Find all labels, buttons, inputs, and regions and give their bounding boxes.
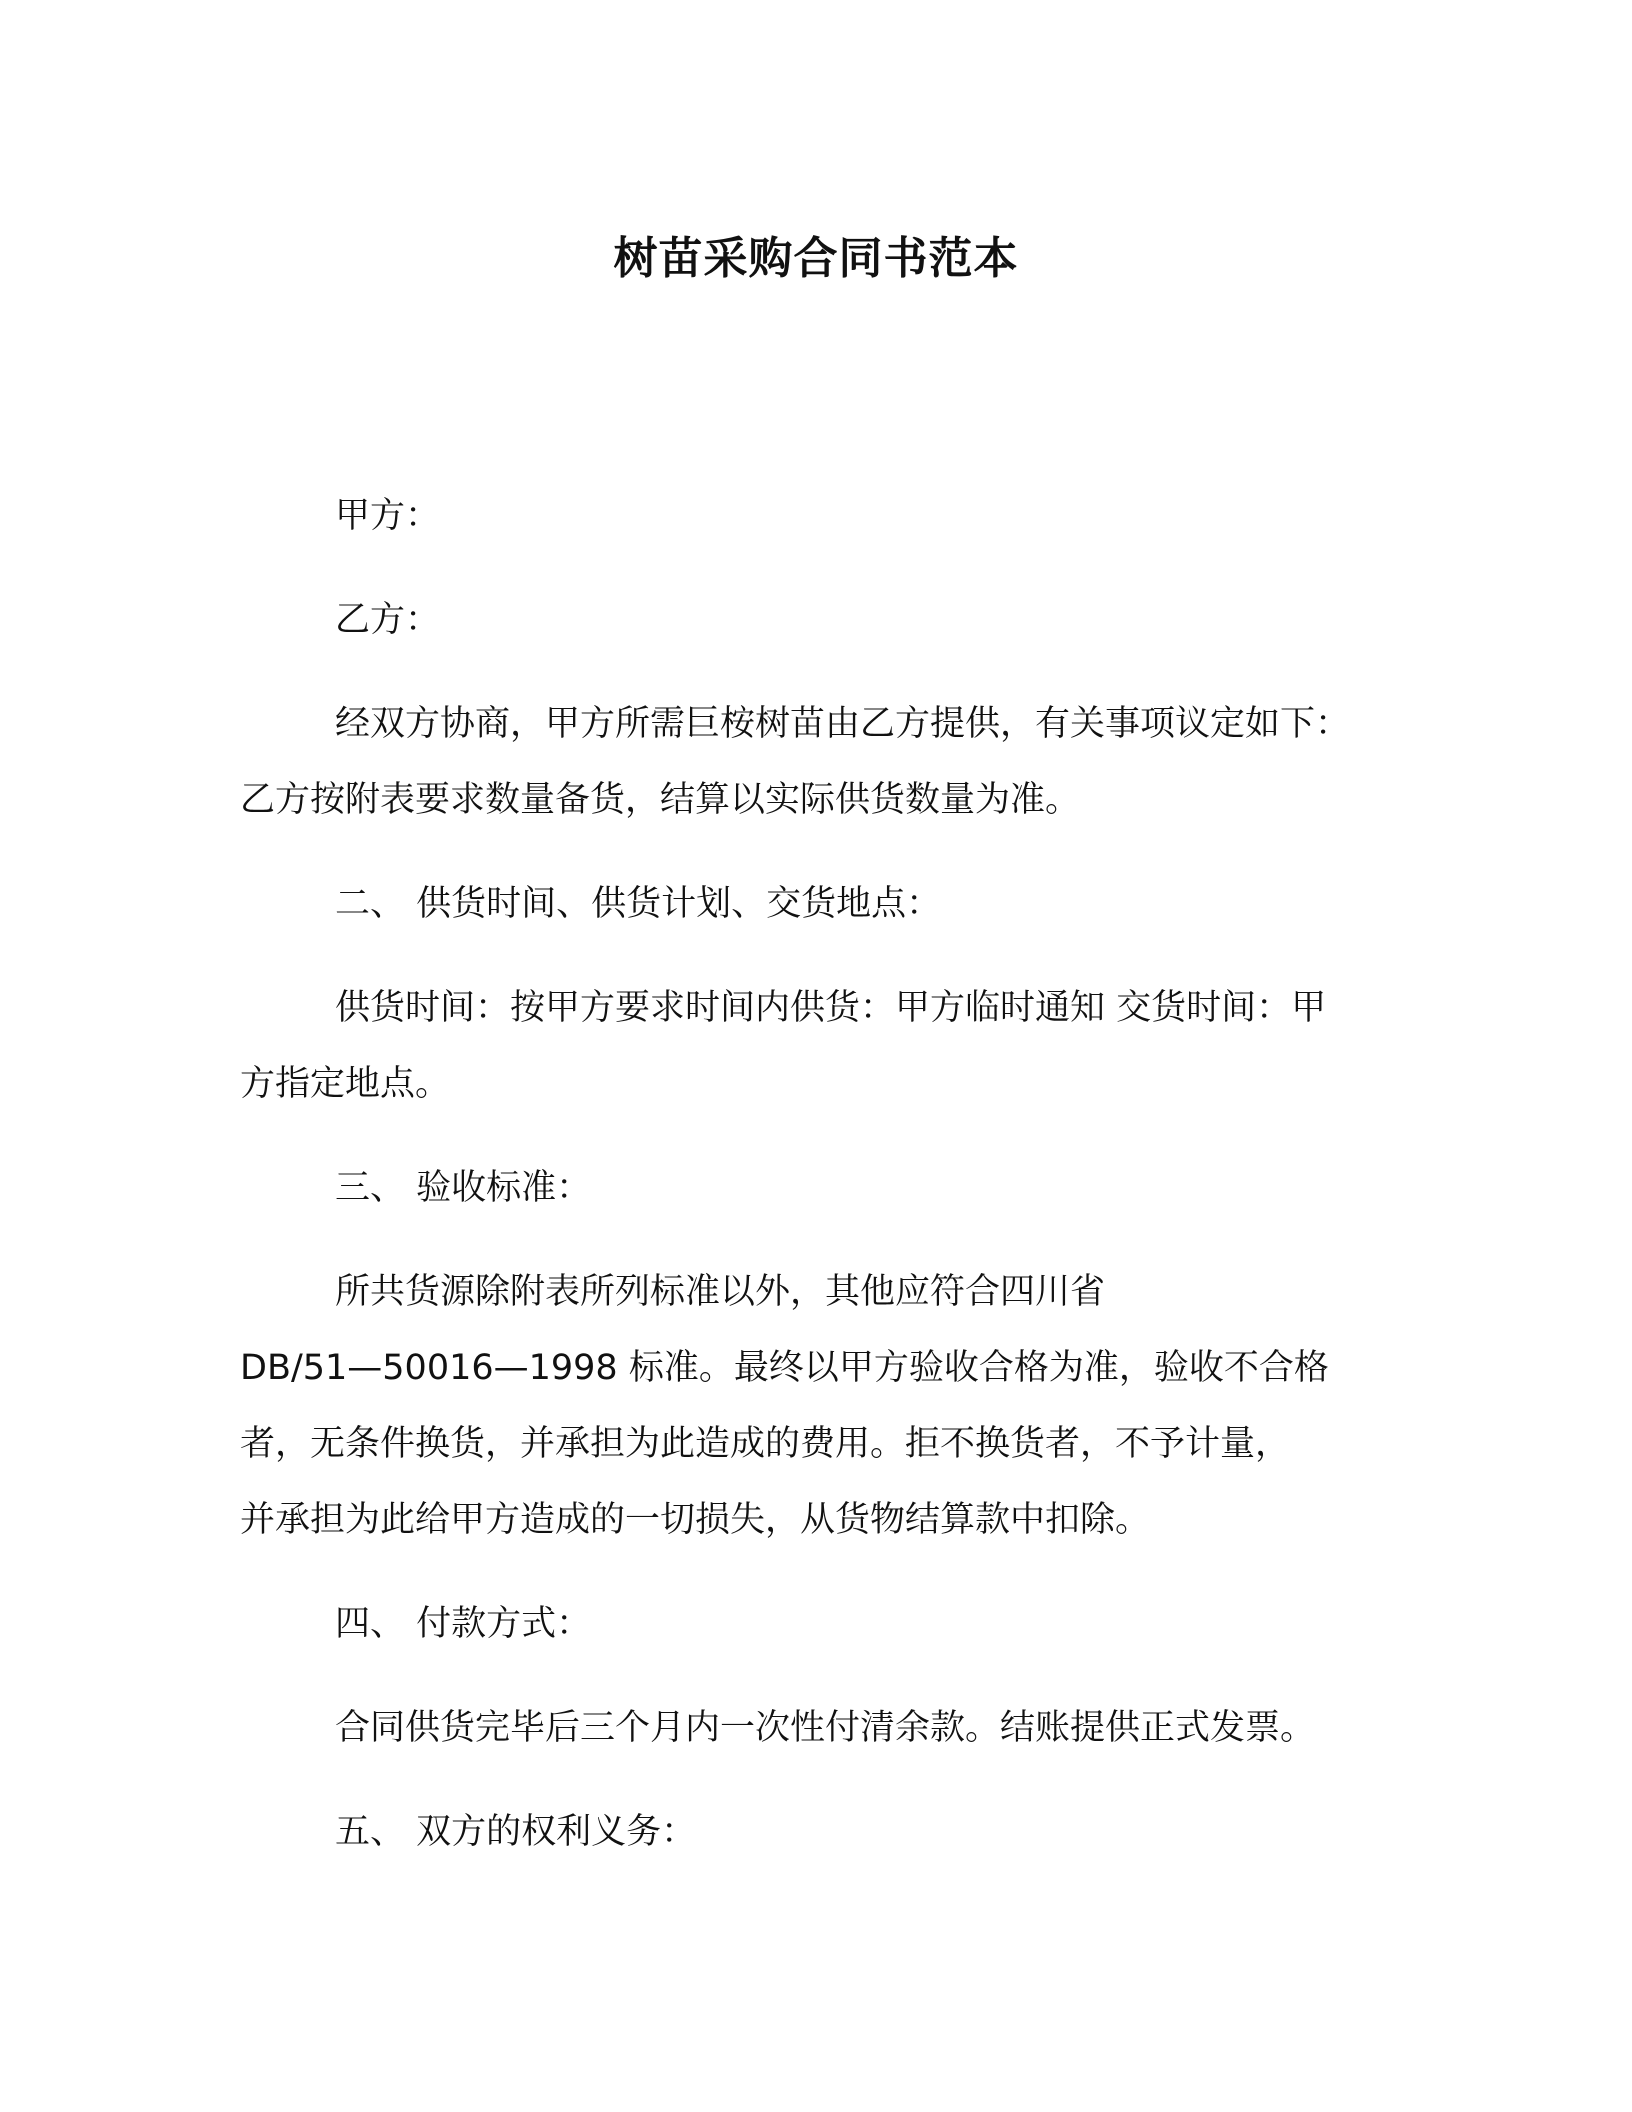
section-2-line-1: 供货时间：按甲方要求时间内供货：甲方临时通知 交货时间：甲	[335, 988, 1327, 1028]
section-3-line-1: 所共货源除附表所列标准以外，其他应符合四川省	[335, 1272, 1106, 1312]
section-5-heading: 五、 双方的权利义务：	[335, 1812, 697, 1852]
document-title: 树苗采购合同书范本	[613, 233, 1019, 284]
intro-line-1: 经双方协商，甲方所需巨桉树苗由乙方提供，有关事项议定如下：	[335, 704, 1351, 744]
section-3-line-2: DB/51—50016—1998 标准。最终以甲方验收合格为准，验收不合格	[240, 1348, 1329, 1388]
section-2-heading-block	[240, 866, 1400, 942]
section-4-heading: 四、 付款方式：	[335, 1604, 592, 1644]
section-4-paragraph	[240, 1690, 1400, 1766]
intro-paragraph	[240, 686, 1400, 838]
section-2-paragraph	[240, 970, 1400, 1122]
party-b-line	[240, 582, 1400, 658]
section-3-paragraph	[240, 1254, 1400, 1558]
party-a-line	[240, 478, 1400, 554]
section-5-heading-block	[240, 1794, 1400, 1870]
section-3-heading-block	[240, 1150, 1400, 1226]
party-a-label: 甲方：	[335, 496, 441, 536]
section-4-heading-block	[240, 1586, 1400, 1662]
section-3-line-4: 并承担为此给甲方造成的一切损失，从货物结算款中扣除。	[240, 1500, 1151, 1540]
section-2-heading: 二、 供货时间、供货计划、交货地点：	[335, 884, 942, 924]
section-4-line-1: 合同供货完毕后三个月内一次性付清余款。结账提供正式发票。	[335, 1708, 1316, 1748]
party-b-label: 乙方：	[335, 600, 441, 640]
section-3-heading: 三、 验收标准：	[335, 1168, 592, 1208]
intro-line-2: 乙方按附表要求数量备货，结算以实际供货数量为准。	[240, 780, 1081, 820]
section-2-line-2: 方指定地点。	[240, 1064, 451, 1104]
section-3-line-3: 者，无条件换货，并承担为此造成的费用。拒不换货者，不予计量，	[240, 1424, 1291, 1464]
